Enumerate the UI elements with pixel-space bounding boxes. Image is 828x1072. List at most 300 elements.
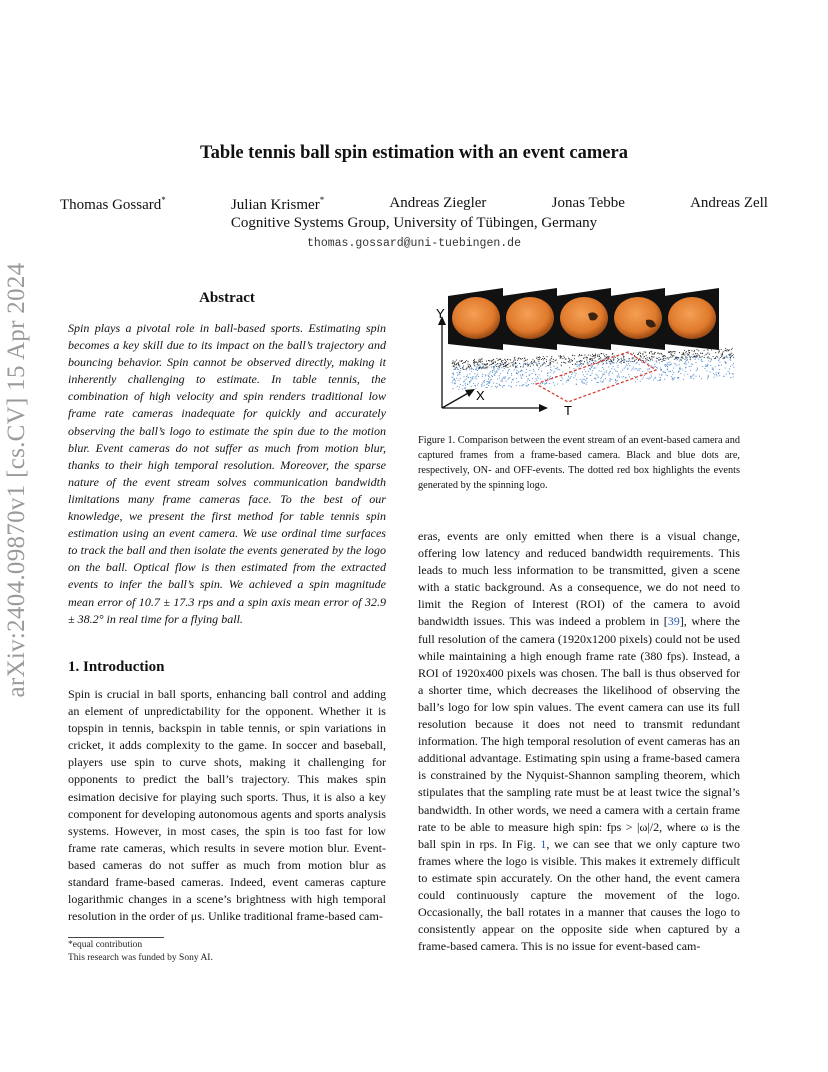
off-event-dot <box>691 378 692 379</box>
off-event-dot <box>507 379 508 380</box>
off-event-dot <box>625 377 626 378</box>
off-event-dot <box>471 386 472 387</box>
off-event-dot <box>472 378 473 379</box>
on-event-dot <box>506 365 507 366</box>
off-event-dot <box>454 379 455 380</box>
off-event-dot <box>711 359 712 360</box>
off-event-dot <box>685 367 686 368</box>
author-2: Julian Krismer* <box>230 195 325 213</box>
off-event-dot <box>719 375 720 376</box>
on-event-dot <box>474 364 475 365</box>
on-event-dot <box>583 363 584 364</box>
off-event-dot <box>692 375 693 376</box>
on-event-dot <box>474 365 475 366</box>
on-event-dot <box>702 353 703 354</box>
off-event-dot <box>654 364 655 365</box>
on-event-dot <box>491 364 492 365</box>
on-event-dot <box>613 360 614 361</box>
off-event-dot <box>617 380 618 381</box>
on-event-dot <box>637 354 638 355</box>
off-event-dot <box>725 361 726 362</box>
off-event-dot <box>525 382 526 383</box>
off-event-dot <box>540 383 541 384</box>
on-event-dot <box>649 352 650 353</box>
on-event-dot <box>613 362 614 363</box>
on-event-dot <box>658 352 659 353</box>
on-event-dot <box>628 353 629 354</box>
off-event-dot <box>582 371 583 372</box>
citation-link-39[interactable]: 39 <box>667 614 680 629</box>
on-event-dot <box>638 353 639 354</box>
off-event-dot <box>459 386 460 387</box>
on-event-dot <box>728 350 729 351</box>
off-event-dot <box>662 371 663 372</box>
off-event-dot <box>459 372 460 373</box>
on-event-dot <box>483 368 484 369</box>
off-event-dot <box>545 366 546 367</box>
off-event-dot <box>693 374 694 375</box>
figure-1-link[interactable]: 1 <box>540 836 547 851</box>
off-event-dot <box>704 355 705 356</box>
off-event-dot <box>598 364 599 365</box>
off-event-dot <box>549 379 550 380</box>
off-event-dot <box>511 373 512 374</box>
on-event-dot <box>485 368 486 369</box>
off-event-dot <box>603 381 604 382</box>
off-event-dot <box>486 368 487 369</box>
off-event-dot <box>644 375 645 376</box>
off-event-dot <box>516 370 517 371</box>
off-event-dot <box>526 369 527 370</box>
off-event-dot <box>637 370 638 371</box>
on-event-dot <box>637 358 638 359</box>
off-event-dot <box>663 372 664 373</box>
off-event-dot <box>696 370 697 371</box>
off-event-dot <box>526 376 527 377</box>
on-event-dot <box>502 360 503 361</box>
off-event-dot <box>550 369 551 370</box>
off-event-dot <box>622 370 623 371</box>
off-event-dot <box>594 367 595 368</box>
off-event-dot <box>521 370 522 371</box>
on-event-dot <box>565 363 566 364</box>
off-event-dot <box>707 377 708 378</box>
on-event-dot <box>672 351 673 352</box>
on-event-dot <box>665 356 666 357</box>
on-event-dot <box>592 358 593 359</box>
off-event-dot <box>672 380 673 381</box>
off-event-dot <box>481 384 482 385</box>
off-event-dot <box>468 377 469 378</box>
on-event-dot <box>708 356 709 357</box>
off-event-dot <box>615 382 616 383</box>
off-event-dot <box>516 373 517 374</box>
off-event-dot <box>669 362 670 363</box>
off-event-dot <box>551 370 552 371</box>
off-event-dot <box>527 362 528 363</box>
on-event-dot <box>561 365 562 366</box>
off-event-dot <box>482 376 483 377</box>
off-event-dot <box>521 378 522 379</box>
off-event-dot <box>584 376 585 377</box>
off-event-dot <box>502 387 503 388</box>
on-event-dot <box>455 367 456 368</box>
on-event-dot <box>594 360 595 361</box>
off-event-dot <box>531 383 532 384</box>
on-event-dot <box>623 354 624 355</box>
on-event-dot <box>683 358 684 359</box>
off-event-dot <box>567 380 568 381</box>
off-event-dot <box>595 379 596 380</box>
on-event-dot <box>508 363 509 364</box>
on-event-dot <box>707 357 708 358</box>
on-event-dot <box>541 359 542 360</box>
off-event-dot <box>660 368 661 369</box>
on-event-dot <box>690 359 691 360</box>
off-event-dot <box>460 378 461 379</box>
off-event-dot <box>500 381 501 382</box>
on-event-dot <box>557 362 558 363</box>
on-event-dot <box>686 351 687 352</box>
on-event-dot <box>480 359 481 360</box>
off-event-dot <box>630 361 631 362</box>
off-event-dot <box>489 374 490 375</box>
off-event-dot <box>546 382 547 383</box>
off-event-dot <box>621 359 622 360</box>
off-event-dot <box>549 383 550 384</box>
off-event-dot <box>512 379 513 380</box>
off-event-dot <box>727 357 728 358</box>
off-event-dot <box>700 357 701 358</box>
off-event-dot <box>473 383 474 384</box>
on-event-dot <box>633 358 634 359</box>
off-event-dot <box>493 368 494 369</box>
off-event-dot <box>463 376 464 377</box>
off-event-dot <box>488 379 489 380</box>
off-event-dot <box>723 376 724 377</box>
off-event-dot <box>560 380 561 381</box>
off-event-dot <box>683 379 684 380</box>
off-event-dot <box>710 365 711 366</box>
off-event-dot <box>728 354 729 355</box>
off-event-dot <box>539 363 540 364</box>
off-event-dot <box>726 357 727 358</box>
on-event-dot <box>595 354 596 355</box>
on-event-dot <box>696 355 697 356</box>
off-event-dot <box>614 369 615 370</box>
off-event-dot <box>457 369 458 370</box>
off-event-dot <box>628 374 629 375</box>
on-event-dot <box>696 349 697 350</box>
off-event-dot <box>536 362 537 363</box>
off-event-dot <box>710 361 711 362</box>
introduction-text-left: Spin is crucial in ball sports, enhancing ball control and adding an element of unpredictability for the opponent. Whether it is topspin in tennis, backspin in table tennis, or spin variations in cricket, it adds complexity to the game. In soccer and baseball, players use spin to curve shots, making it challenging for opponents to predict the ball’s trajectory. This makes spin esimation decisive for playing such sports. Thus, it is also a key component for developing autonomous agents and sports analysis systems. However, in most cases, the spin is too fast for low frame rate cameras, which results in severe motion blur. Event-based cameras do not suffer as much from motion blur as standard frame-based cameras. Indeed, event cameras capture logarithmic changes in a scene’s brightness with high temporal resolution in the order of μs. Unlike traditional frame-based cam- <box>68 687 386 924</box>
on-event-dot <box>711 349 712 350</box>
off-event-dot <box>659 374 660 375</box>
off-event-dot <box>660 377 661 378</box>
off-event-dot <box>690 376 691 377</box>
on-event-dot <box>717 356 718 357</box>
off-event-dot <box>591 365 592 366</box>
off-event-dot <box>472 376 473 377</box>
on-event-dot <box>579 355 580 356</box>
off-event-dot <box>685 361 686 362</box>
on-event-dot <box>657 358 658 359</box>
off-event-dot <box>691 356 692 357</box>
on-event-dot <box>715 358 716 359</box>
off-event-dot <box>498 366 499 367</box>
off-event-dot <box>491 375 492 376</box>
on-event-dot <box>663 358 664 359</box>
off-event-dot <box>456 378 457 379</box>
off-event-dot <box>730 360 731 361</box>
off-event-dot <box>670 364 671 365</box>
off-event-dot <box>469 382 470 383</box>
off-event-dot <box>495 386 496 387</box>
off-event-dot <box>590 375 591 376</box>
on-event-dot <box>721 356 722 357</box>
on-event-dot <box>651 351 652 352</box>
off-event-dot <box>600 378 601 379</box>
on-event-dot <box>543 359 544 360</box>
off-event-dot <box>625 359 626 360</box>
off-event-dot <box>516 372 517 373</box>
off-event-dot <box>636 363 637 364</box>
logo-events-box <box>536 352 656 402</box>
on-event-dot <box>470 366 471 367</box>
off-event-dot <box>570 378 571 379</box>
off-event-dot <box>642 371 643 372</box>
off-event-dot <box>500 373 501 374</box>
off-event-dot <box>499 375 500 376</box>
paper-title: Table tennis ball spin estimation with an event camera <box>200 143 628 163</box>
off-event-dot <box>471 378 472 379</box>
off-event-dot <box>547 378 548 379</box>
on-event-dot <box>624 359 625 360</box>
off-event-dot <box>523 365 524 366</box>
off-event-dot <box>477 373 478 374</box>
on-event-dot <box>595 353 596 354</box>
off-event-dot <box>465 383 466 384</box>
on-event-dot <box>487 364 488 365</box>
on-event-dot <box>496 366 497 367</box>
on-event-dot <box>507 359 508 360</box>
off-event-dot <box>637 362 638 363</box>
on-event-dot <box>486 361 487 362</box>
on-event-dot <box>596 363 597 364</box>
off-event-dot <box>493 383 494 384</box>
on-event-dot <box>597 356 598 357</box>
on-event-dot <box>618 359 619 360</box>
off-event-dot <box>488 375 489 376</box>
off-event-dot <box>529 380 530 381</box>
off-event-dot <box>496 387 497 388</box>
off-event-dot <box>574 371 575 372</box>
off-event-dot <box>705 366 706 367</box>
on-event-dot <box>492 360 493 361</box>
off-event-dot <box>482 374 483 375</box>
off-event-dot <box>624 360 625 361</box>
off-event-dot <box>617 377 618 378</box>
off-event-dot <box>704 368 705 369</box>
on-event-dot <box>680 359 681 360</box>
on-event-dot <box>695 353 696 354</box>
on-event-dot <box>593 362 594 363</box>
off-event-dot <box>473 369 474 370</box>
off-event-dot <box>487 387 488 388</box>
off-event-dot <box>686 364 687 365</box>
on-event-dot <box>610 361 611 362</box>
on-event-dot <box>684 354 685 355</box>
off-event-dot <box>536 380 537 381</box>
on-event-dot <box>643 356 644 357</box>
off-event-dot <box>606 363 607 364</box>
off-event-dot <box>523 363 524 364</box>
on-event-dot <box>721 349 722 350</box>
off-event-dot <box>679 370 680 371</box>
off-event-dot <box>625 366 626 367</box>
off-event-dot <box>459 367 460 368</box>
on-event-dot <box>690 357 691 358</box>
on-event-dot <box>457 363 458 364</box>
off-event-dot <box>538 378 539 379</box>
off-event-dot <box>478 383 479 384</box>
on-event-dot <box>563 356 564 357</box>
on-event-dot <box>564 357 565 358</box>
on-event-dot <box>460 368 461 369</box>
on-event-dot <box>459 365 460 366</box>
off-event-dot <box>708 360 709 361</box>
off-event-dot <box>534 371 535 372</box>
on-event-dot <box>670 351 671 352</box>
on-event-dot <box>642 353 643 354</box>
off-event-dot <box>503 377 504 378</box>
on-event-dot <box>642 354 643 355</box>
on-event-dot <box>672 356 673 357</box>
off-event-dot <box>496 372 497 373</box>
on-event-dot <box>479 364 480 365</box>
off-event-dot <box>588 371 589 372</box>
on-event-dot <box>477 364 478 365</box>
off-event-dot <box>587 374 588 375</box>
on-event-dot <box>631 361 632 362</box>
off-event-dot <box>495 364 496 365</box>
on-event-dot <box>510 359 511 360</box>
on-event-dot <box>561 356 562 357</box>
off-event-dot <box>543 363 544 364</box>
on-event-dot <box>732 348 733 349</box>
off-event-dot <box>486 384 487 385</box>
on-event-dot <box>639 352 640 353</box>
on-event-dot <box>463 369 464 370</box>
on-event-dot <box>569 360 570 361</box>
author-email[interactable]: thomas.gossard@uni-tuebingen.de <box>307 237 521 250</box>
off-event-dot <box>687 359 688 360</box>
off-event-dot <box>531 373 532 374</box>
off-event-dot <box>492 370 493 371</box>
off-event-dot <box>691 376 692 377</box>
on-event-dot <box>673 355 674 356</box>
on-event-dot <box>504 359 505 360</box>
off-event-dot <box>632 368 633 369</box>
off-event-dot <box>649 369 650 370</box>
on-event-dot <box>588 355 589 356</box>
on-event-dot <box>634 360 635 361</box>
off-event-dot <box>526 385 527 386</box>
off-event-dot <box>697 367 698 368</box>
off-event-dot <box>578 364 579 365</box>
on-event-dot <box>655 352 656 353</box>
on-event-dot <box>482 363 483 364</box>
off-event-dot <box>455 383 456 384</box>
off-event-dot <box>617 367 618 368</box>
off-event-dot <box>719 369 720 370</box>
on-event-dot <box>478 360 479 361</box>
off-event-dot <box>603 369 604 370</box>
on-event-dot <box>536 358 537 359</box>
off-event-dot <box>661 374 662 375</box>
off-event-dot <box>610 378 611 379</box>
off-event-dot <box>564 375 565 376</box>
off-event-dot <box>640 368 641 369</box>
on-event-dot <box>480 360 481 361</box>
on-event-dot <box>621 358 622 359</box>
off-event-dot <box>456 367 457 368</box>
on-event-dot <box>486 367 487 368</box>
on-event-dot <box>481 358 482 359</box>
off-event-dot <box>668 371 669 372</box>
off-event-dot <box>486 381 487 382</box>
off-event-dot <box>470 377 471 378</box>
off-event-dot <box>654 378 655 379</box>
on-event-dot <box>489 360 490 361</box>
on-event-dot <box>576 361 577 362</box>
on-event-dot <box>530 366 531 367</box>
off-event-dot <box>477 370 478 371</box>
on-event-dot <box>458 364 459 365</box>
off-event-dot <box>575 373 576 374</box>
off-event-dot <box>482 383 483 384</box>
on-event-dot <box>683 354 684 355</box>
on-event-dot <box>646 355 647 356</box>
off-event-dot <box>550 367 551 368</box>
off-event-dot <box>716 374 717 375</box>
on-event-dot <box>668 359 669 360</box>
off-event-dot <box>689 356 690 357</box>
off-event-dot <box>618 375 619 376</box>
on-event-dot <box>497 363 498 364</box>
off-event-dot <box>671 376 672 377</box>
on-event-dot <box>724 358 725 359</box>
off-event-dot <box>488 376 489 377</box>
on-event-dot <box>669 357 670 358</box>
off-event-dot <box>629 360 630 361</box>
off-event-dot <box>474 373 475 374</box>
on-event-dot <box>727 349 728 350</box>
on-event-dot <box>590 359 591 360</box>
off-event-dot <box>518 381 519 382</box>
on-event-dot <box>511 362 512 363</box>
off-event-dot <box>451 376 452 377</box>
off-event-dot <box>484 381 485 382</box>
on-event-dot <box>580 360 581 361</box>
on-event-dot <box>681 357 682 358</box>
off-event-dot <box>672 378 673 379</box>
off-event-dot <box>708 375 709 376</box>
off-event-dot <box>601 371 602 372</box>
on-event-dot <box>533 364 534 365</box>
off-event-dot <box>667 375 668 376</box>
